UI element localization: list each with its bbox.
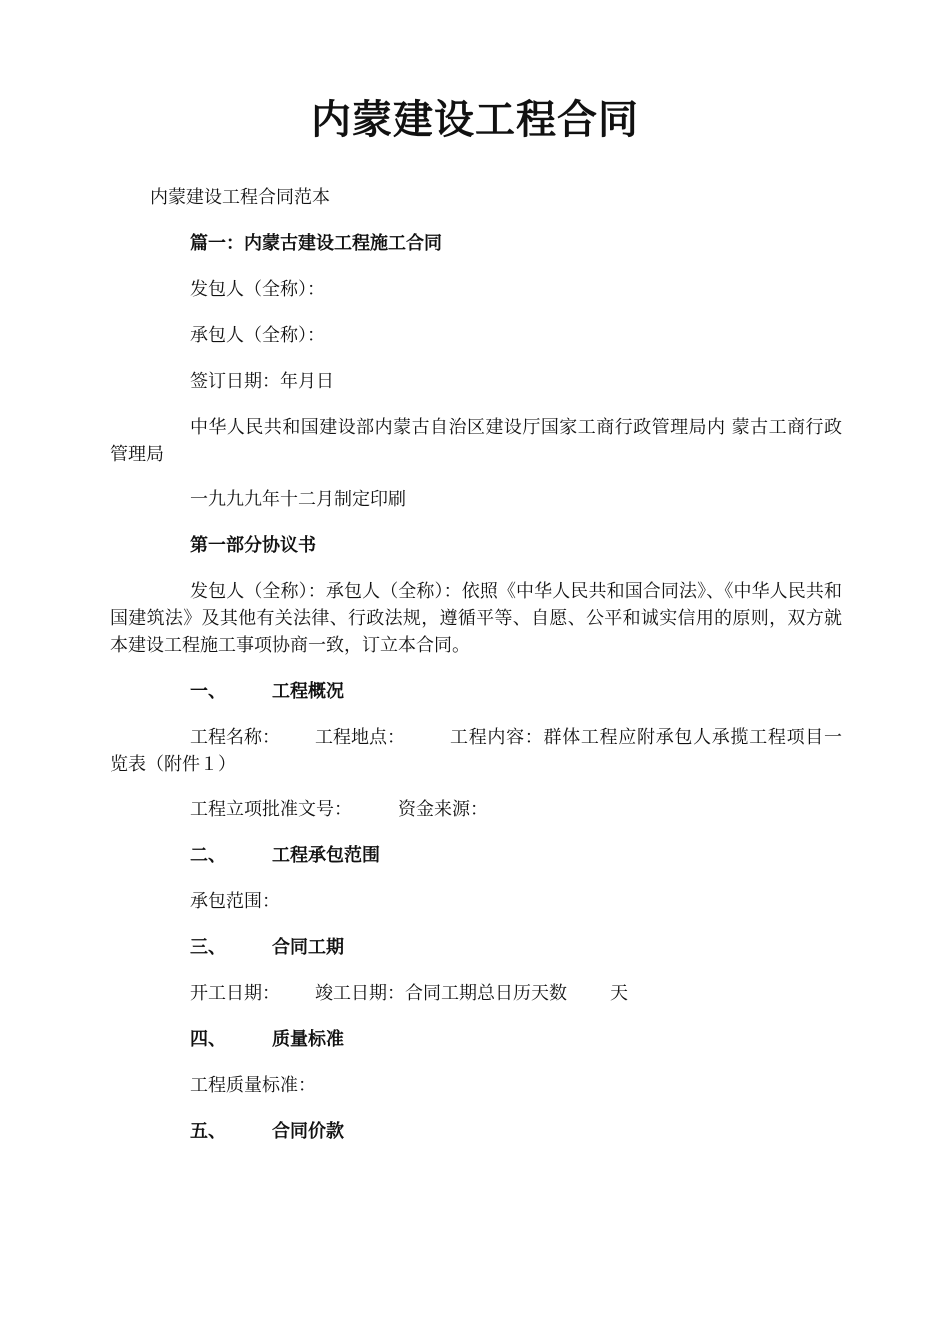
- chapter-heading: 篇一：内蒙古建设工程施工合同: [190, 233, 442, 254]
- funding-source-label: 资金来源：: [398, 799, 488, 820]
- project-location-label: 工程地点：: [315, 727, 405, 748]
- print-date-line: 一九九九年十二月制定印刷: [190, 489, 406, 510]
- section-1-title: 工程概况: [272, 681, 344, 702]
- quality-standard-label: 工程质量标准：: [190, 1075, 316, 1096]
- section-4-number: 四、: [190, 1029, 226, 1050]
- document-subtitle: 内蒙建设工程合同范本: [150, 187, 330, 208]
- scope-label: 承包范围：: [190, 891, 280, 912]
- section-2-title: 工程承包范围: [272, 845, 380, 866]
- section-1-number: 一、: [190, 681, 226, 702]
- section-5-number: 五、: [190, 1121, 226, 1142]
- document-title: 内蒙建设工程合同: [311, 97, 639, 143]
- approval-number-label: 工程立项批准文号：: [190, 799, 352, 820]
- contractor-line: 承包人（全称）：: [190, 325, 325, 346]
- section-2-number: 二、: [190, 845, 226, 866]
- part-heading: 第一部分协议书: [190, 535, 316, 556]
- project-content-text: 工程内容：群体工程应附承包人承揽工程项目一览表（附件１）: [110, 727, 842, 775]
- section-3-title: 合同工期: [272, 937, 344, 958]
- section-5-title: 合同价款: [272, 1121, 344, 1142]
- days-unit: 天: [610, 983, 628, 1004]
- project-name-label: 工程名称：: [190, 727, 280, 748]
- start-date-label: 开工日期：: [190, 983, 280, 1004]
- completion-date-text: 竣工日期：合同工期总日历天数: [315, 983, 567, 1004]
- agreement-paragraph: 发包人（全称）：承包人（全称）：依照《中华人民共和国合同法》、《中华人民共和国建筑法》及其他有关法律、行政法规，遵循平等、自愿、公平和诚实信用的原则，双方就本建设工程施工事项协商一致，订立本合同。: [110, 581, 842, 656]
- section-4-title: 质量标准: [272, 1029, 344, 1050]
- employer-line: 发包人（全称）：: [190, 279, 325, 300]
- section-3-number: 三、: [190, 937, 226, 958]
- sign-date-line: 签订日期：年月日: [190, 371, 334, 392]
- issuers-paragraph: 中华人民共和国建设部内蒙古自治区建设厅国家工商行政管理局内 蒙古工商行政管理局: [110, 417, 842, 465]
